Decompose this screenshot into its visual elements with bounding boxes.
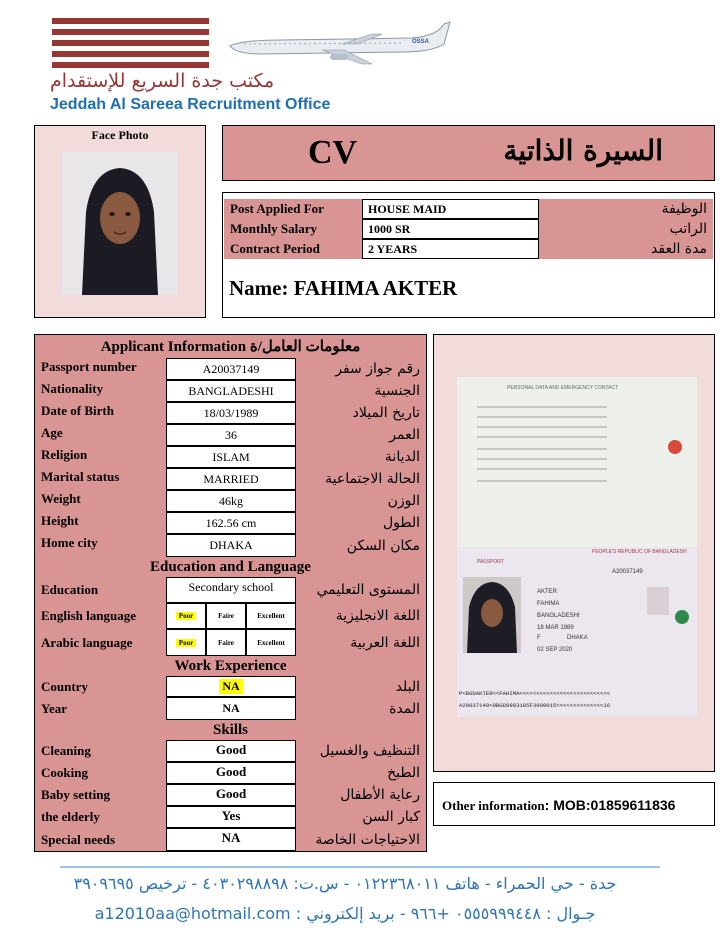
level-cell bbox=[206, 629, 246, 656]
applicant-label: Height bbox=[35, 512, 166, 534]
cv-title-box bbox=[222, 125, 715, 181]
applicant-label: Nationality bbox=[35, 380, 166, 402]
footer-contact: جـوال : ٠٥٥٥٩٩٩٤٤٨ +٩٦٦ - بريد إلكتروني : a12010aa@hotmail.com bbox=[94, 904, 596, 923]
education-label: Education bbox=[35, 577, 166, 603]
passport-dob: 18 MAR 1989 bbox=[537, 625, 574, 631]
applicant-label: Marital status bbox=[35, 468, 166, 490]
passport-mrz-2: A20037149<0BGD8903185F3009015<<<<<<<<<<<<<<16 bbox=[459, 702, 611, 709]
other-info: Other information: MOB:01859611836 bbox=[442, 797, 676, 813]
level-cell bbox=[246, 629, 296, 656]
level-faire: Faire bbox=[218, 612, 234, 620]
company-name-english: Jeddah Al Sareea Recruitment Office bbox=[50, 96, 331, 113]
cv-title-ar: السيرة الذاتية bbox=[503, 134, 663, 167]
level-poor: Poor bbox=[176, 639, 196, 647]
svg-text:OSSA: OSSA bbox=[412, 39, 430, 45]
work-value bbox=[166, 676, 296, 697]
level-faire: Faire bbox=[218, 638, 234, 647]
skill-value: Good bbox=[166, 784, 296, 806]
work-label: Year bbox=[35, 697, 166, 720]
applicant-label: Date of Birth bbox=[35, 402, 166, 424]
name-value: FAHIMA AKTER bbox=[293, 276, 458, 300]
applicant-label: Age bbox=[35, 424, 166, 446]
face-photo-box bbox=[34, 125, 206, 318]
applicant-value: 18/03/1989 bbox=[166, 402, 296, 424]
skill-label-ar: التنظيف والغسيل bbox=[296, 740, 426, 762]
cv-row-label-ar: الراتب bbox=[539, 219, 713, 239]
other-info-box bbox=[433, 782, 715, 826]
applicant-label-ar: الوزن bbox=[296, 490, 426, 512]
level-cell bbox=[206, 603, 246, 629]
logo-stripe bbox=[52, 40, 209, 46]
applicant-label-ar: العمر bbox=[296, 424, 426, 446]
section-header-education: Education and Language bbox=[35, 557, 426, 577]
language-label: Arabic language bbox=[35, 629, 166, 656]
skill-value: Good bbox=[166, 740, 296, 762]
education-value: Secondary school bbox=[166, 577, 296, 603]
skill-label-ar: الاحتياجات الخاصة bbox=[296, 828, 426, 851]
skill-label-ar: الطبخ bbox=[296, 762, 426, 784]
logo-stripe bbox=[52, 18, 209, 24]
applicant-value: BANGLADESHI bbox=[166, 380, 296, 402]
passport-nationality: BANGLADESHI bbox=[537, 613, 580, 619]
skill-label: Cleaning bbox=[35, 740, 166, 762]
applicant-value: ISLAM bbox=[166, 446, 296, 468]
name-label: Name: bbox=[229, 276, 289, 300]
applicant-label-ar: الطول bbox=[296, 512, 426, 534]
section-header-work: Work Experience bbox=[35, 656, 426, 676]
passport-number: A20037149 bbox=[612, 569, 643, 575]
cv-row-value: 2 YEARS bbox=[362, 239, 539, 259]
passport-given: FAHIMA bbox=[537, 601, 560, 607]
skill-value: Yes bbox=[166, 806, 296, 828]
applicant-value: MARRIED bbox=[166, 468, 296, 490]
level-excellent: Excellent bbox=[257, 612, 285, 620]
skill-label: Cooking bbox=[35, 762, 166, 784]
applicant-label-ar: رقم جواز سفر bbox=[296, 358, 426, 380]
passport-doc-label: PASSPORT bbox=[477, 559, 504, 565]
footer-address: جدة - حي الحمراء - هاتف ٠١٢٢٣٦٨٠١١ - س.ت: ٤٠٣٠٢٩٨٨٩٨ - ترخيص ٣٩٠٩٦٩٥ bbox=[73, 874, 617, 893]
cv-row-label-ar: مدة العقد bbox=[539, 239, 713, 259]
passport-top-title: PERSONAL DATA AND EMERGENCY CONTACT bbox=[507, 385, 619, 391]
cv-row-value: HOUSE MAID bbox=[362, 199, 539, 219]
section-header-skills: Skills bbox=[35, 720, 426, 740]
logo-stripe bbox=[52, 51, 209, 57]
skill-label: the elderly bbox=[35, 806, 166, 828]
applicant-label-ar: مكان السكن bbox=[296, 534, 426, 557]
airplane-icon bbox=[222, 14, 452, 66]
section-header-applicant: Applicant Information معلومات العامل/ة bbox=[35, 335, 426, 358]
passport-place: DHAKA bbox=[567, 635, 588, 641]
logo-stripe bbox=[52, 62, 209, 68]
applicant-value: 46kg bbox=[166, 490, 296, 512]
applicant-value: A20037149 bbox=[166, 358, 296, 380]
face-photo-label: Face Photo bbox=[91, 128, 149, 142]
applicant-label-ar: الجنسية bbox=[296, 380, 426, 402]
work-value-text: NA bbox=[219, 679, 242, 694]
cv-row-value: 1000 SR bbox=[362, 219, 539, 239]
passport-sex: F bbox=[537, 635, 541, 641]
skill-label-ar: رعاية الأطفال bbox=[296, 784, 426, 806]
candidate-name bbox=[229, 276, 457, 301]
level-cell bbox=[246, 603, 296, 629]
other-info-label: Other information bbox=[442, 798, 545, 813]
applicant-label-ar: الحالة الاجتماعية bbox=[296, 468, 426, 490]
applicant-value: 162.56 cm bbox=[166, 512, 296, 534]
work-label-ar: البلد bbox=[296, 676, 426, 697]
applicant-value: DHAKA bbox=[166, 534, 296, 557]
skill-value: Good bbox=[166, 762, 296, 784]
cv-title-en: CV bbox=[308, 134, 358, 171]
language-label-ar: اللغة العربية bbox=[296, 629, 426, 656]
work-label: Country bbox=[35, 676, 166, 697]
skill-label-ar: كبار السن bbox=[296, 806, 426, 828]
level-excellent: Excellent bbox=[257, 638, 285, 647]
applicant-label: Passport number bbox=[35, 358, 166, 380]
applicant-label-ar: الديانة bbox=[296, 446, 426, 468]
applicant-label: Home city bbox=[35, 534, 166, 557]
applicant-value: 36 bbox=[166, 424, 296, 446]
education-label-ar: المستوى التعليمي bbox=[296, 577, 426, 603]
language-label: English language bbox=[35, 603, 166, 629]
other-info-value: MOB:01859611836 bbox=[553, 797, 676, 813]
language-label-ar: اللغة الانجليزية bbox=[296, 603, 426, 629]
footer-divider bbox=[60, 866, 660, 868]
passport-country-title: PEOPLE'S REPUBLIC OF BANGLADESH bbox=[592, 549, 687, 555]
applicant-label-ar: تاريخ الميلاد bbox=[296, 402, 426, 424]
face-photo bbox=[62, 152, 178, 295]
passport-scan-box bbox=[433, 334, 715, 772]
skill-value: NA bbox=[166, 828, 296, 851]
cv-row-label-ar: الوظيفة bbox=[539, 199, 713, 219]
cv-row-label: Monthly Salary bbox=[224, 219, 362, 239]
level-cell bbox=[166, 629, 206, 656]
passport-scan bbox=[457, 377, 697, 717]
skill-label: Baby setting bbox=[35, 784, 166, 806]
applicant-label: Weight bbox=[35, 490, 166, 512]
level-cell bbox=[166, 603, 206, 629]
passport-mrz-1: P<BGDAKTER<<FAHIMA<<<<<<<<<<<<<<<<<<<<<<<<<<< bbox=[459, 690, 611, 697]
passport-issue: 02 SEP 2020 bbox=[537, 647, 573, 653]
cv-row-label: Post Applied For bbox=[224, 199, 362, 219]
logo-stripe bbox=[52, 29, 209, 35]
cv-row-label: Contract Period bbox=[224, 239, 362, 259]
passport-surname: AKTER bbox=[537, 589, 558, 595]
applicant-label: Religion bbox=[35, 446, 166, 468]
company-name-arabic: مكتب جدة السريع للإستقدام bbox=[50, 70, 275, 92]
work-value: NA bbox=[166, 697, 296, 720]
work-label-ar: المدة bbox=[296, 697, 426, 720]
level-poor: Poor bbox=[176, 612, 196, 620]
skill-label: Special needs bbox=[35, 828, 166, 851]
